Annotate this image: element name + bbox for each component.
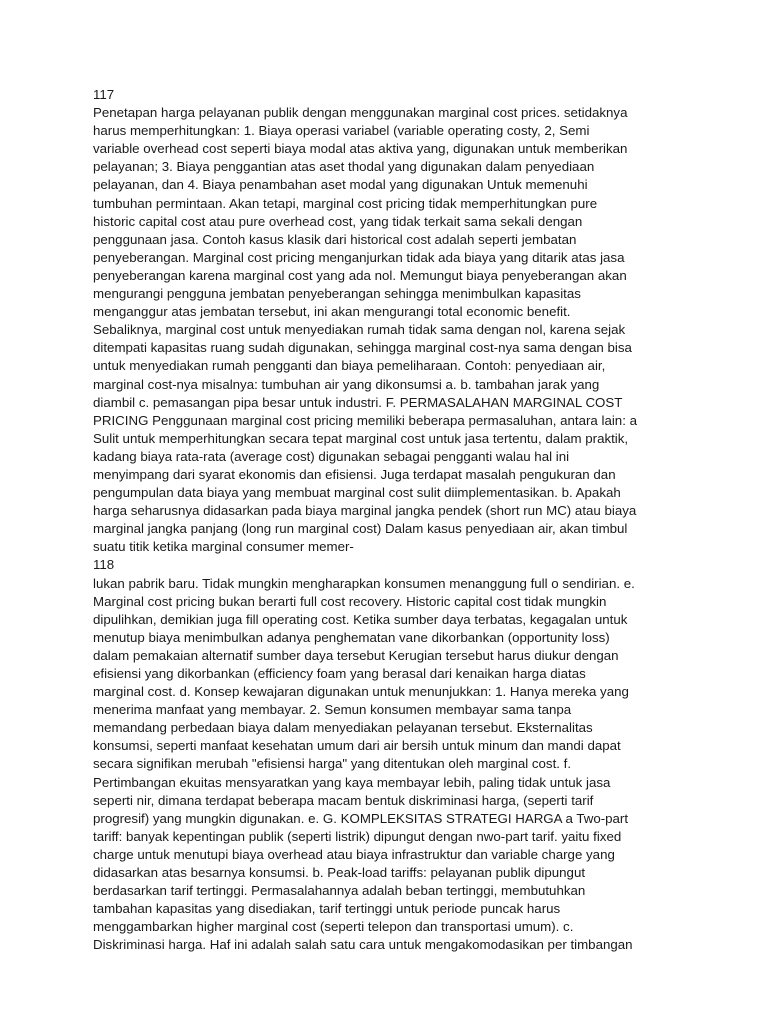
text-line: lukan pabrik baru. Tidak mungkin mengharapkan konsumen menanggung full o sendirian. e.: [93, 575, 635, 591]
text-line: marginal cost-nya misalnya: tumbuhan air yang dikonsumsi a. b. tambahan jarak yang: [93, 376, 600, 392]
text-line: untuk menyediakan rumah pengganti dan biaya pemeliharaan. Contoh: penyediaan air,: [93, 358, 606, 374]
text-line: pengumpulan data biaya yang membuat marginal cost sulit diimplementasikan. b. Apakah: [93, 485, 621, 501]
text-line: berdasarkan tarif tertinggi. Permasalahannya adalah beban tertinggi, membutuhkan: [93, 883, 586, 899]
text-line: historic capital cost atau pure overhead cost, yang tidak terkait sama sekali dengan: [93, 213, 583, 229]
text-line: progresif) yang mungkin digunakan. e. G. KOMPLEKSITAS STRATEGI HARGA a Two-part: [93, 810, 629, 826]
text-line: charge untuk menutupi biaya overhead atau biaya infrastruktur dan variable charge yang: [93, 846, 615, 862]
text-line: marginal cost. d. Konsep kewajaran digunakan untuk menunjukkan: 1. Hanya mereka yang: [93, 684, 629, 700]
text-line: variable overhead cost seperti biaya modal atas aktiva yang, digunakan untuk memberikan: [93, 141, 628, 157]
text-line: konsumsi, seperti manfaat kesehatan umum dari air bersih untuk minum dan mandi dapat: [93, 738, 621, 754]
text-line: diambil c. pemasangan pipa besar untuk industri. F. PERMASALAHAN MARGINAL COST: [93, 394, 623, 410]
text-line: harga seharusnya didasarkan pada biaya marginal jangka pendek (short run MC) atau biaya: [93, 503, 637, 519]
page-number: 118: [93, 557, 115, 573]
text-line: dalam pemakaian alternatif sumber daya tersebut Kerugian tersebut harus diukur dengan: [93, 647, 619, 663]
text-line: didasarkan atas besarnya konsumsi. b. Peak-load tariffs: pelayanan publik dipungut: [93, 865, 586, 881]
text-line: efisiensi yang dikorbankan (efficiency foam yang berasal dari kenaikan harga diatas: [93, 666, 586, 681]
text-line: menggambarkan higher marginal cost (seperti telepon dan transportasi umum). c.: [93, 919, 574, 935]
text-line: penggunaan jasa. Contoh kasus klasik dari historical cost adalah seperti jembatan: [93, 231, 577, 247]
document-page: [93, 86, 683, 955]
text-line: secara signifikan merubah "efisiensi harga" yang ditentukan oleh marginal cost. f.: [93, 756, 572, 772]
text-line: Sulit untuk memperhitungkan secara tepat marginal cost untuk jasa tertentu, dalam praktik,: [93, 430, 629, 446]
text-line: pelayanan, dan 4. Biaya penambahan aset modal yang digunakan Untuk memenuhi: [93, 177, 588, 193]
text-line: Sebaliknya, marginal cost untuk menyediakan rumah tidak sama dengan nol, karena sejak: [93, 322, 626, 338]
text-line: suatu titik ketika marginal consumer memer-: [93, 539, 354, 555]
text-line: ditempati kapasitas ruang sudah digunakan, sehingga marginal cost-nya sama dengan bisa: [93, 340, 632, 356]
text-line: tambahan kapasitas yang disediakan, tarif tertinggi untuk periode puncak harus: [93, 901, 561, 917]
text-line: kadang biaya rata-rata (average cost) digunakan sebagai pengganti walau hal ini: [93, 448, 570, 464]
text-line: tumbuhan permintaan. Akan tetapi, marginal cost pricing tidak memperhitungkan pure: [93, 195, 598, 211]
text-line: dipulihkan, demikian juga fill operating cost. Ketika sumber daya terbatas, kegagalan untuk: [93, 611, 628, 627]
text-line: marginal jangka panjang (long run marginal cost) Dalam kasus penyediaan air, akan timbul: [93, 521, 628, 537]
text-line: memandang perbedaan biaya dalam menyediakan pelayanan tersebut. Eksternalitas: [93, 720, 593, 736]
text-line: menerima manfaat yang membayar. 2. Semun konsumen membayar sama tanpa: [93, 702, 572, 718]
text-line: penyeberangan. Marginal cost pricing menganjurkan tidak ada biaya yang ditarik atas jasa: [93, 249, 625, 265]
text-line: seperti nir, dimana terdapat beberapa macam bentuk diskriminasi harga, (seperti tarif: [93, 792, 594, 808]
text-line: tariff: banyak kepentingan publik (seperti listrik) dipungut dengan nwo-part tarif. yaitu fixed: [93, 828, 622, 844]
text-line: menutup biaya menimbulkan adanya penghematan vane dikorbankan (opportunity loss): [93, 629, 610, 645]
text-line: pelayanan; 3. Biaya penggantian atas aset thodal yang digunakan dalam penyediaan: [93, 159, 595, 175]
text-line: PRICING Penggunaan marginal cost pricing memiliki beberapa permasaluhan, antara lain: a: [93, 412, 637, 428]
text-line: mengurangi pengguna jembatan penyeberangan sehingga menimbulkan kapasitas: [93, 286, 581, 302]
text-line: penyeberangan karena marginal cost yang ada nol. Memungut biaya penyeberangan akan: [93, 267, 627, 283]
text-line: menganggur atas jembatan tersebut, ini akan mengurangi total economic benefit.: [93, 304, 571, 320]
text-line: Pertimbangan ekuitas mensyaratkan yang kaya membayar lebih, paling tidak untuk jasa: [93, 774, 611, 790]
text-line: Penetapan harga pelayanan publik dengan menggunakan marginal cost prices. setidaknya: [93, 105, 628, 121]
text-line: Diskriminasi harga. Haf ini adalah salah satu cara untuk mengakomodasikan per timbangan: [93, 937, 633, 953]
text-line: harus memperhitungkan: 1. Biaya operasi variabel (variable operating costy, 2, Semi: [93, 123, 590, 139]
text-line: Marginal cost pricing bukan berarti full cost recovery. Historic capital cost tidak mungkin: [93, 593, 607, 609]
page-number: 117: [93, 87, 115, 102]
text-line: menyimpang dari syarat ekonomis dan efisiensi. Juga terdapat masalah pengukuran dan: [93, 466, 616, 482]
